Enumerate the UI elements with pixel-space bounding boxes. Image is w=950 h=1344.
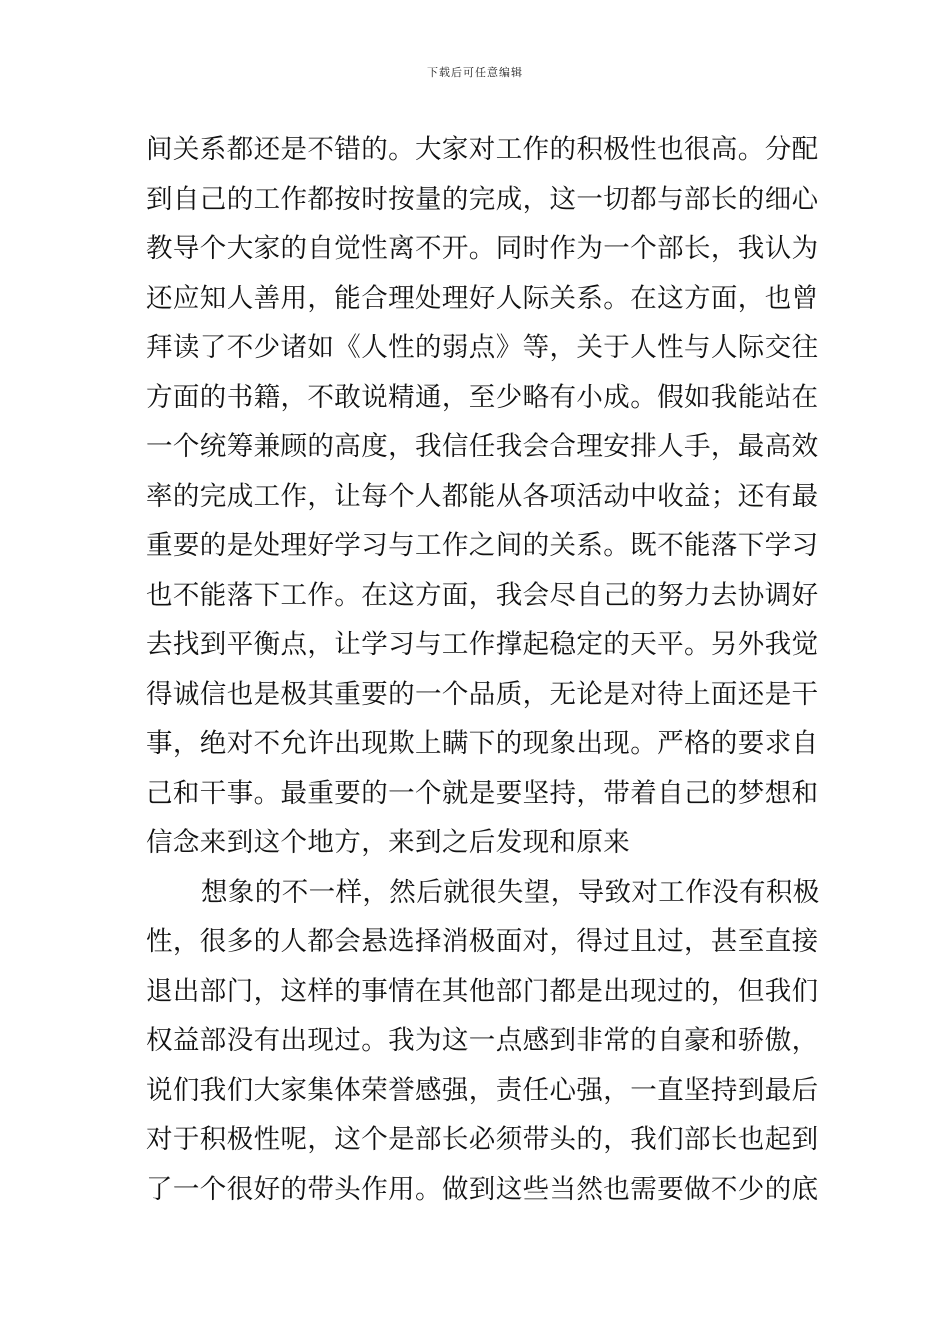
text-line: 权益部没有出现过。我为这一点感到非常的自豪和骄傲， (146, 1025, 819, 1056)
document-body (146, 132, 820, 1221)
text-line: 己和干事。最重要的一个就是要坚持，带着自己的梦想和 (146, 777, 819, 809)
text-line: 方面的书籍，不敢说精通，至少略有小成。假如我能站在 (146, 381, 819, 413)
text-line: 信念来到这个地方，来到之后发现和原来 (146, 827, 631, 858)
text-line: 间关系都还是不错的。大家对工作的积极性也很高。分配 (146, 134, 819, 165)
text-line: 教导个大家的自觉性离不开。同时作为一个部长，我认为 (146, 233, 819, 264)
text-line: 得诚信也是极其重要的一个品质，无论是对待上面还是干 (146, 678, 819, 710)
text-line: 一个统筹兼顾的高度，我信任我会合理安排人手，最高效 (146, 431, 819, 462)
text-line: 说们我们大家集体荣誉感强，责任心强，一直坚持到最后 (146, 1074, 819, 1106)
page-header-note: 下载后可任意编辑 (427, 66, 523, 79)
text-line: 还应知人善用，能合理处理好人际关系。在这方面，也曾 (146, 282, 819, 314)
paragraph-first-line: 想象的不一样，然后就很失望，导致对工作没有积极 (201, 876, 820, 908)
text-line: 重要的是处理好学习与工作之间的关系。既不能落下学习 (146, 530, 819, 561)
text-line: 去找到平衡点，让学习与工作撑起稳定的天平。另外我觉 (146, 629, 819, 660)
text-line: 对于积极性呢，这个是部长必须带头的，我们部长也起到 (146, 1124, 819, 1155)
text-line: 拜读了不少诸如《人性的弱点》等，关于人性与人际交往 (146, 332, 819, 363)
text-line: 率的完成工作，让每个人都能从各项活动中收益；还有最 (146, 480, 819, 512)
text-line: 了一个很好的带头作用。做到这些当然也需要做不少的底 (146, 1173, 819, 1205)
text-line: 事，绝对不允许出现欺上瞒下的现象出现。严格的要求自 (146, 728, 819, 759)
text-line: 退出部门，这样的事情在其他部门都是出现过的，但我们 (146, 975, 819, 1007)
text-line: 性，很多的人都会悬选择消极面对，得过且过，甚至直接 (146, 926, 819, 957)
text-line: 到自己的工作都按时按量的完成，这一切都与部长的细心 (146, 183, 819, 215)
text-line: 也不能落下工作。在这方面，我会尽自己的努力去协调好 (146, 579, 819, 611)
